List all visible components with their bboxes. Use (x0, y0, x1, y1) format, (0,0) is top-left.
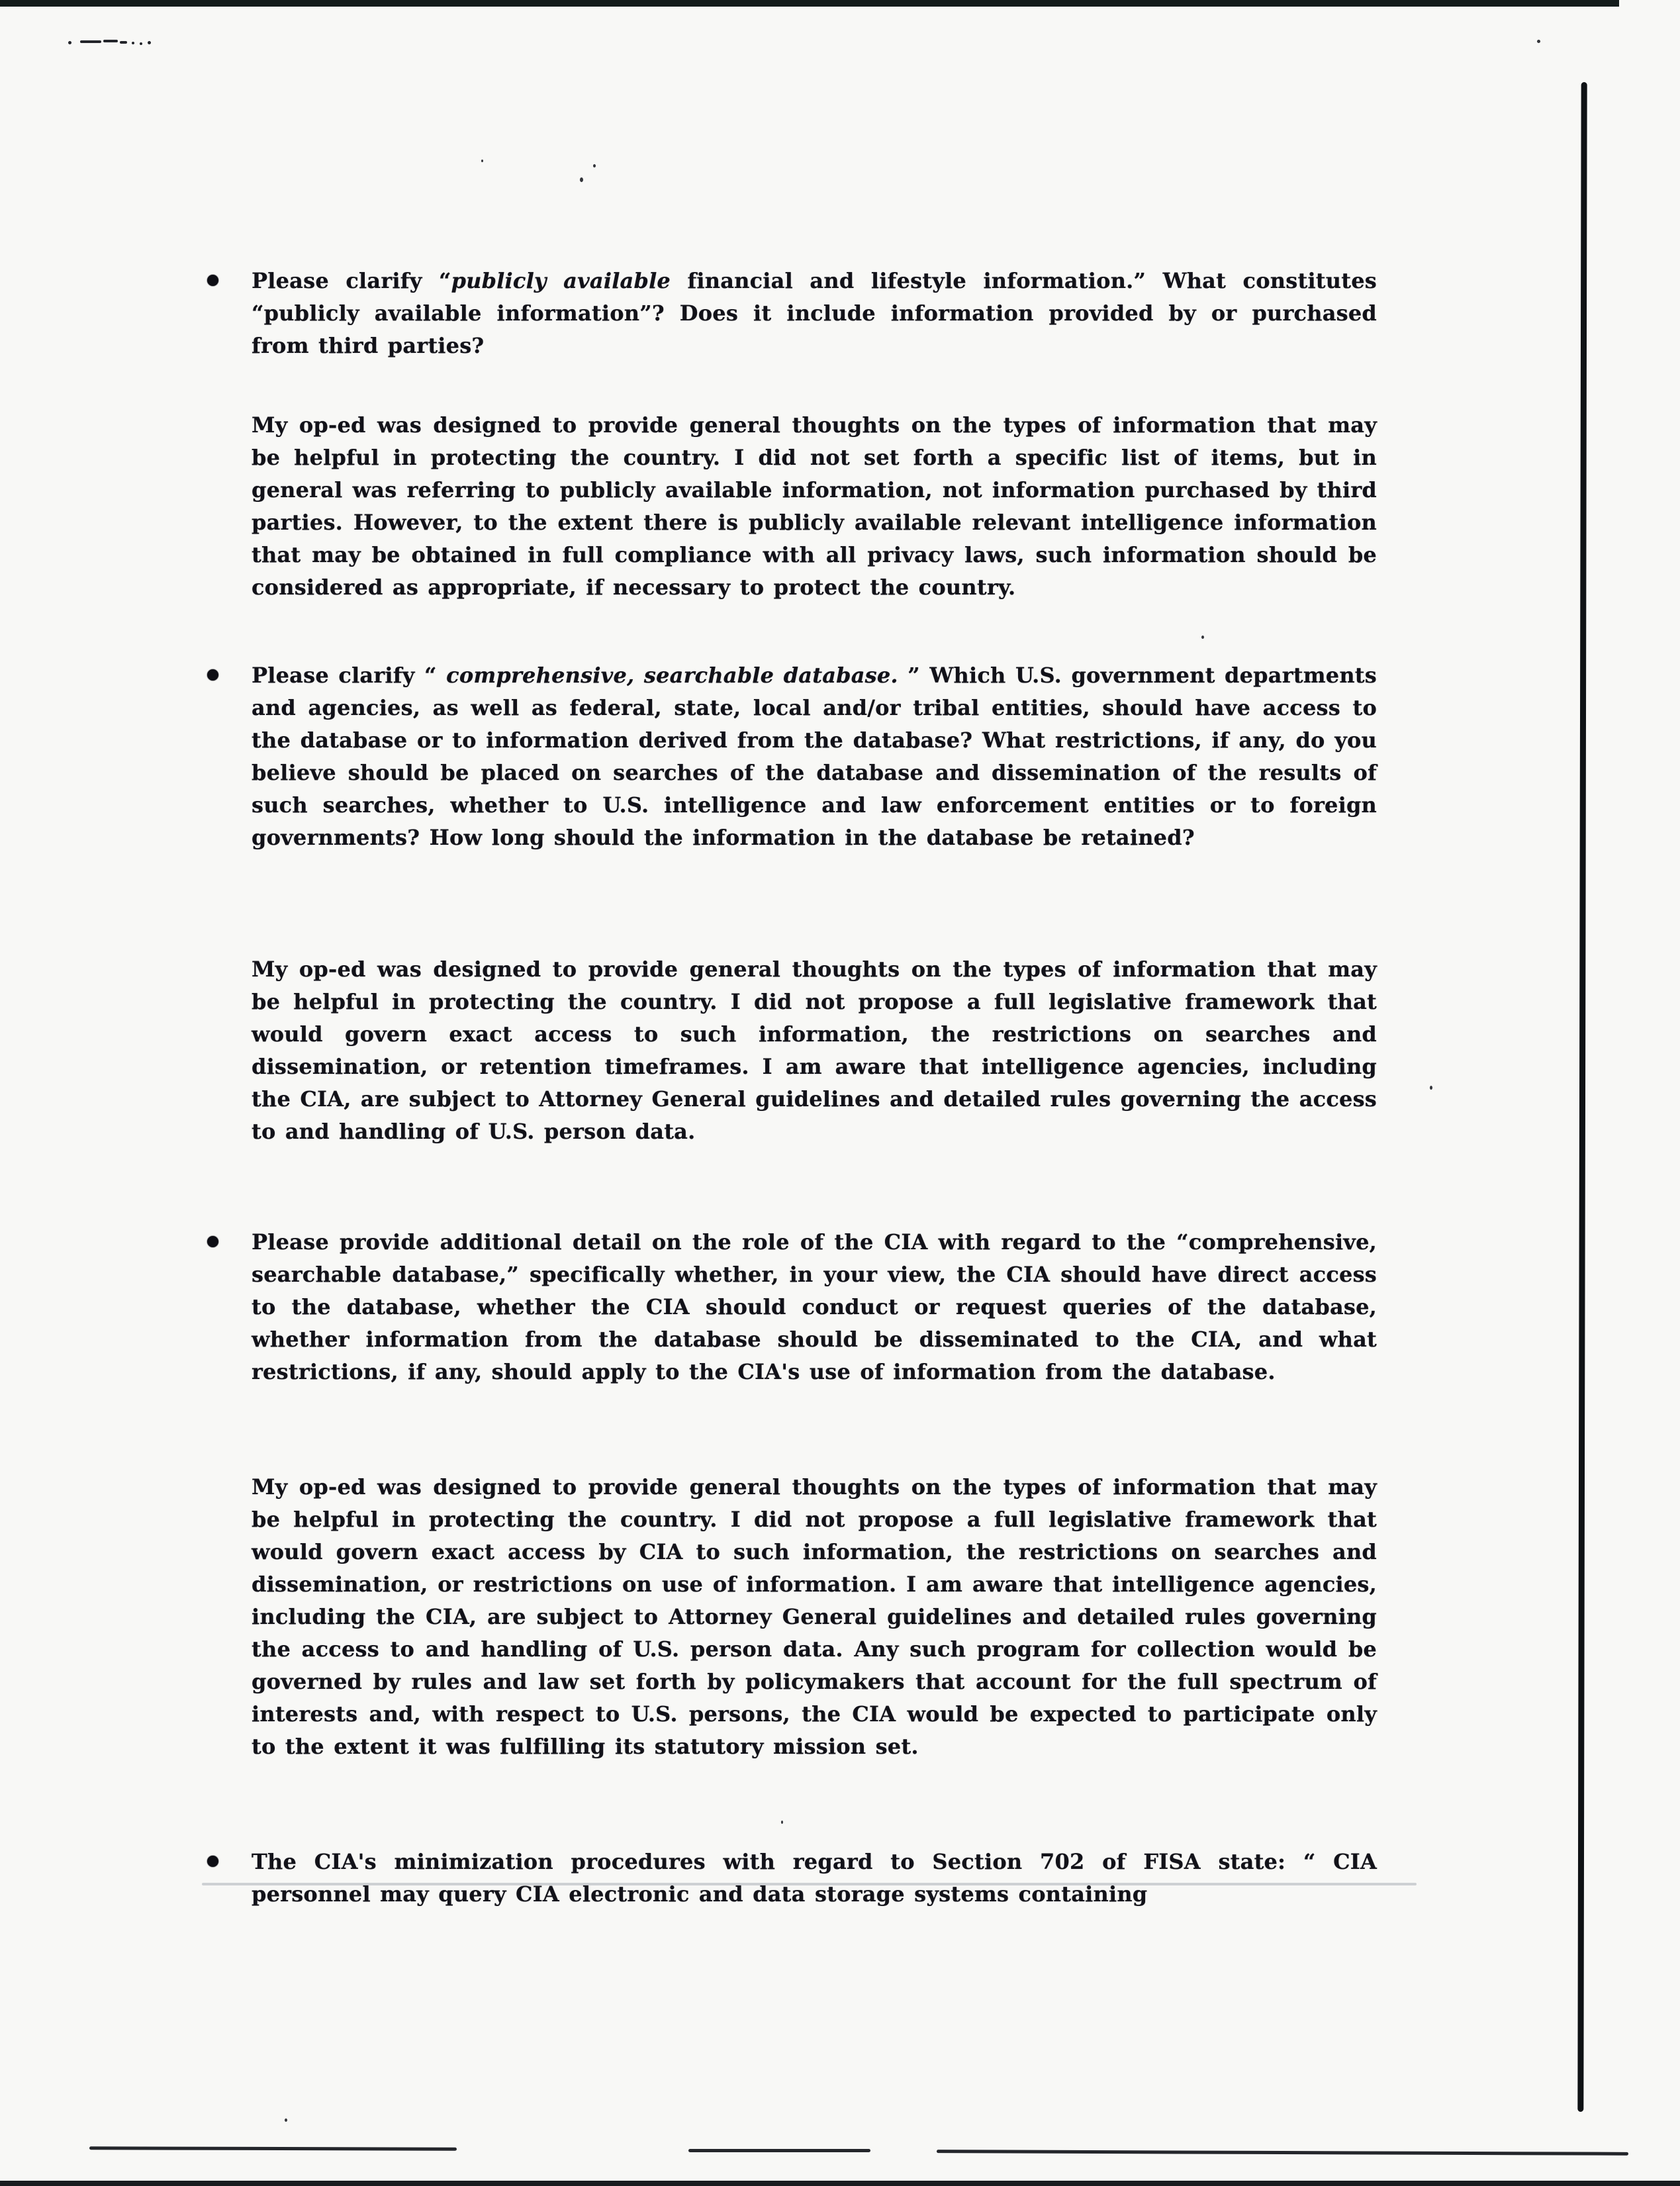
question-text (252, 1226, 1377, 1388)
answer-text: My op-ed was designed to provide general thoughts on the types of information that may be helpful in protecting the country. I did not propose a full legislative framework that would govern exact access by CIA to such information, the restrictions on searches and dissemination, or restrictions on use of information. I am aware that intelligence agencies, including the CIA, are subject to Attorney General guidelines and detailed rules governing the access to and handling of U.S. person data. Any such program for collection would be governed by rules and law set forth by policymakers that account for the full spectrum of interests and, with respect to U.S. persons, the CIA would be expected to participate only to the extent it was fulfilling its statutory mission set. (252, 1474, 1377, 1759)
toner-speck (580, 177, 583, 182)
question-item-1 (252, 265, 1377, 362)
scan-edge-right-line (1577, 82, 1587, 2112)
answer-item-3 (252, 1471, 1377, 1763)
toner-speck (285, 2118, 287, 2122)
toner-speck (593, 164, 596, 167)
question-item-3 (252, 1226, 1377, 1388)
bullet-icon (207, 669, 218, 681)
question-item-4 (252, 1846, 1377, 1911)
question-text-run: ” Which U.S. government departments and agencies, as well as federal, state, local and/or tribal entities, should have access to the database or to information derived from the database? What restrictions, if any, do you believe should be placed on searches of the database and dissemination of the results of such searches, whether to U.S. intelligence and law enforcement entities or to foreign governments? How long should the information in the database be retained? (252, 663, 1377, 850)
scan-artifact-line-middle (688, 2149, 870, 2152)
answer-item-2 (252, 953, 1377, 1148)
scan-edge-top-bar (0, 0, 1619, 7)
toner-speck (1430, 1086, 1432, 1090)
question-item-2 (252, 659, 1377, 854)
answer-text: My op-ed was designed to provide general thoughts on the types of information that may be helpful in protecting the country. I did not set forth a specific list of items, but in general was referring to publicly available information, not information purchased by third parties. However, to the extent there is publicly available relevant intelligence information that may be obtained in full compliance with all privacy laws, such information should be considered as appropriate, if necessary to protect the country. (252, 412, 1377, 600)
answer-item-1 (252, 409, 1377, 604)
question-text-run: Please provide additional detail on the role of the CIA with regard to the “comprehensive, searchable database,” specifically whether, in your view, the CIA should have direct access to the database, whether the CIA should conduct or request queries of the database, whether information from the database should be disseminated to the CIA, and what restrictions, if any, should apply to the CIA's use of information from the database. (252, 1229, 1377, 1384)
question-text (252, 1846, 1377, 1911)
question-text-run: financial and lifestyle information.” What constitutes “publicly available information”? Does it include information provided by or purchased from third parties? (252, 268, 1377, 358)
toner-speck (781, 1821, 783, 1824)
bullet-icon (207, 1236, 218, 1247)
scan-edge-bottom-bar (0, 2181, 1680, 2186)
question-text (252, 659, 1377, 854)
question-text-italic: comprehensive, searchable database. (446, 663, 908, 688)
bullet-icon (207, 275, 218, 286)
answer-text: My op-ed was designed to provide general thoughts on the types of information that may be helpful in protecting the country. I did not propose a full legislative framework that would govern exact access to such information, the restrictions on searches and dissemination, or retention timeframes. I am aware that intelligence agencies, including the CIA, are subject to Attorney General guidelines and detailed rules governing the access to and handling of U.S. person data. (252, 957, 1377, 1144)
question-text-italic: publicly available (451, 268, 671, 293)
toner-speck (1537, 40, 1540, 43)
question-text-run: Please clarify “ (252, 268, 451, 293)
toner-speck (481, 160, 483, 162)
question-text-run: The CIA's minimization procedures with regard to Section 702 of FISA state: “ CIA personnel may query CIA electronic and data storage systems containing (252, 1849, 1377, 1907)
scan-artifact-line-right (937, 2150, 1628, 2156)
bullet-icon (207, 1856, 218, 1867)
toner-speck (1201, 636, 1204, 639)
scan-dash-marks (68, 38, 154, 46)
question-text-run: Please clarify “ (252, 663, 447, 688)
scan-artifact-line-left (89, 2146, 457, 2150)
question-text (252, 265, 1377, 362)
